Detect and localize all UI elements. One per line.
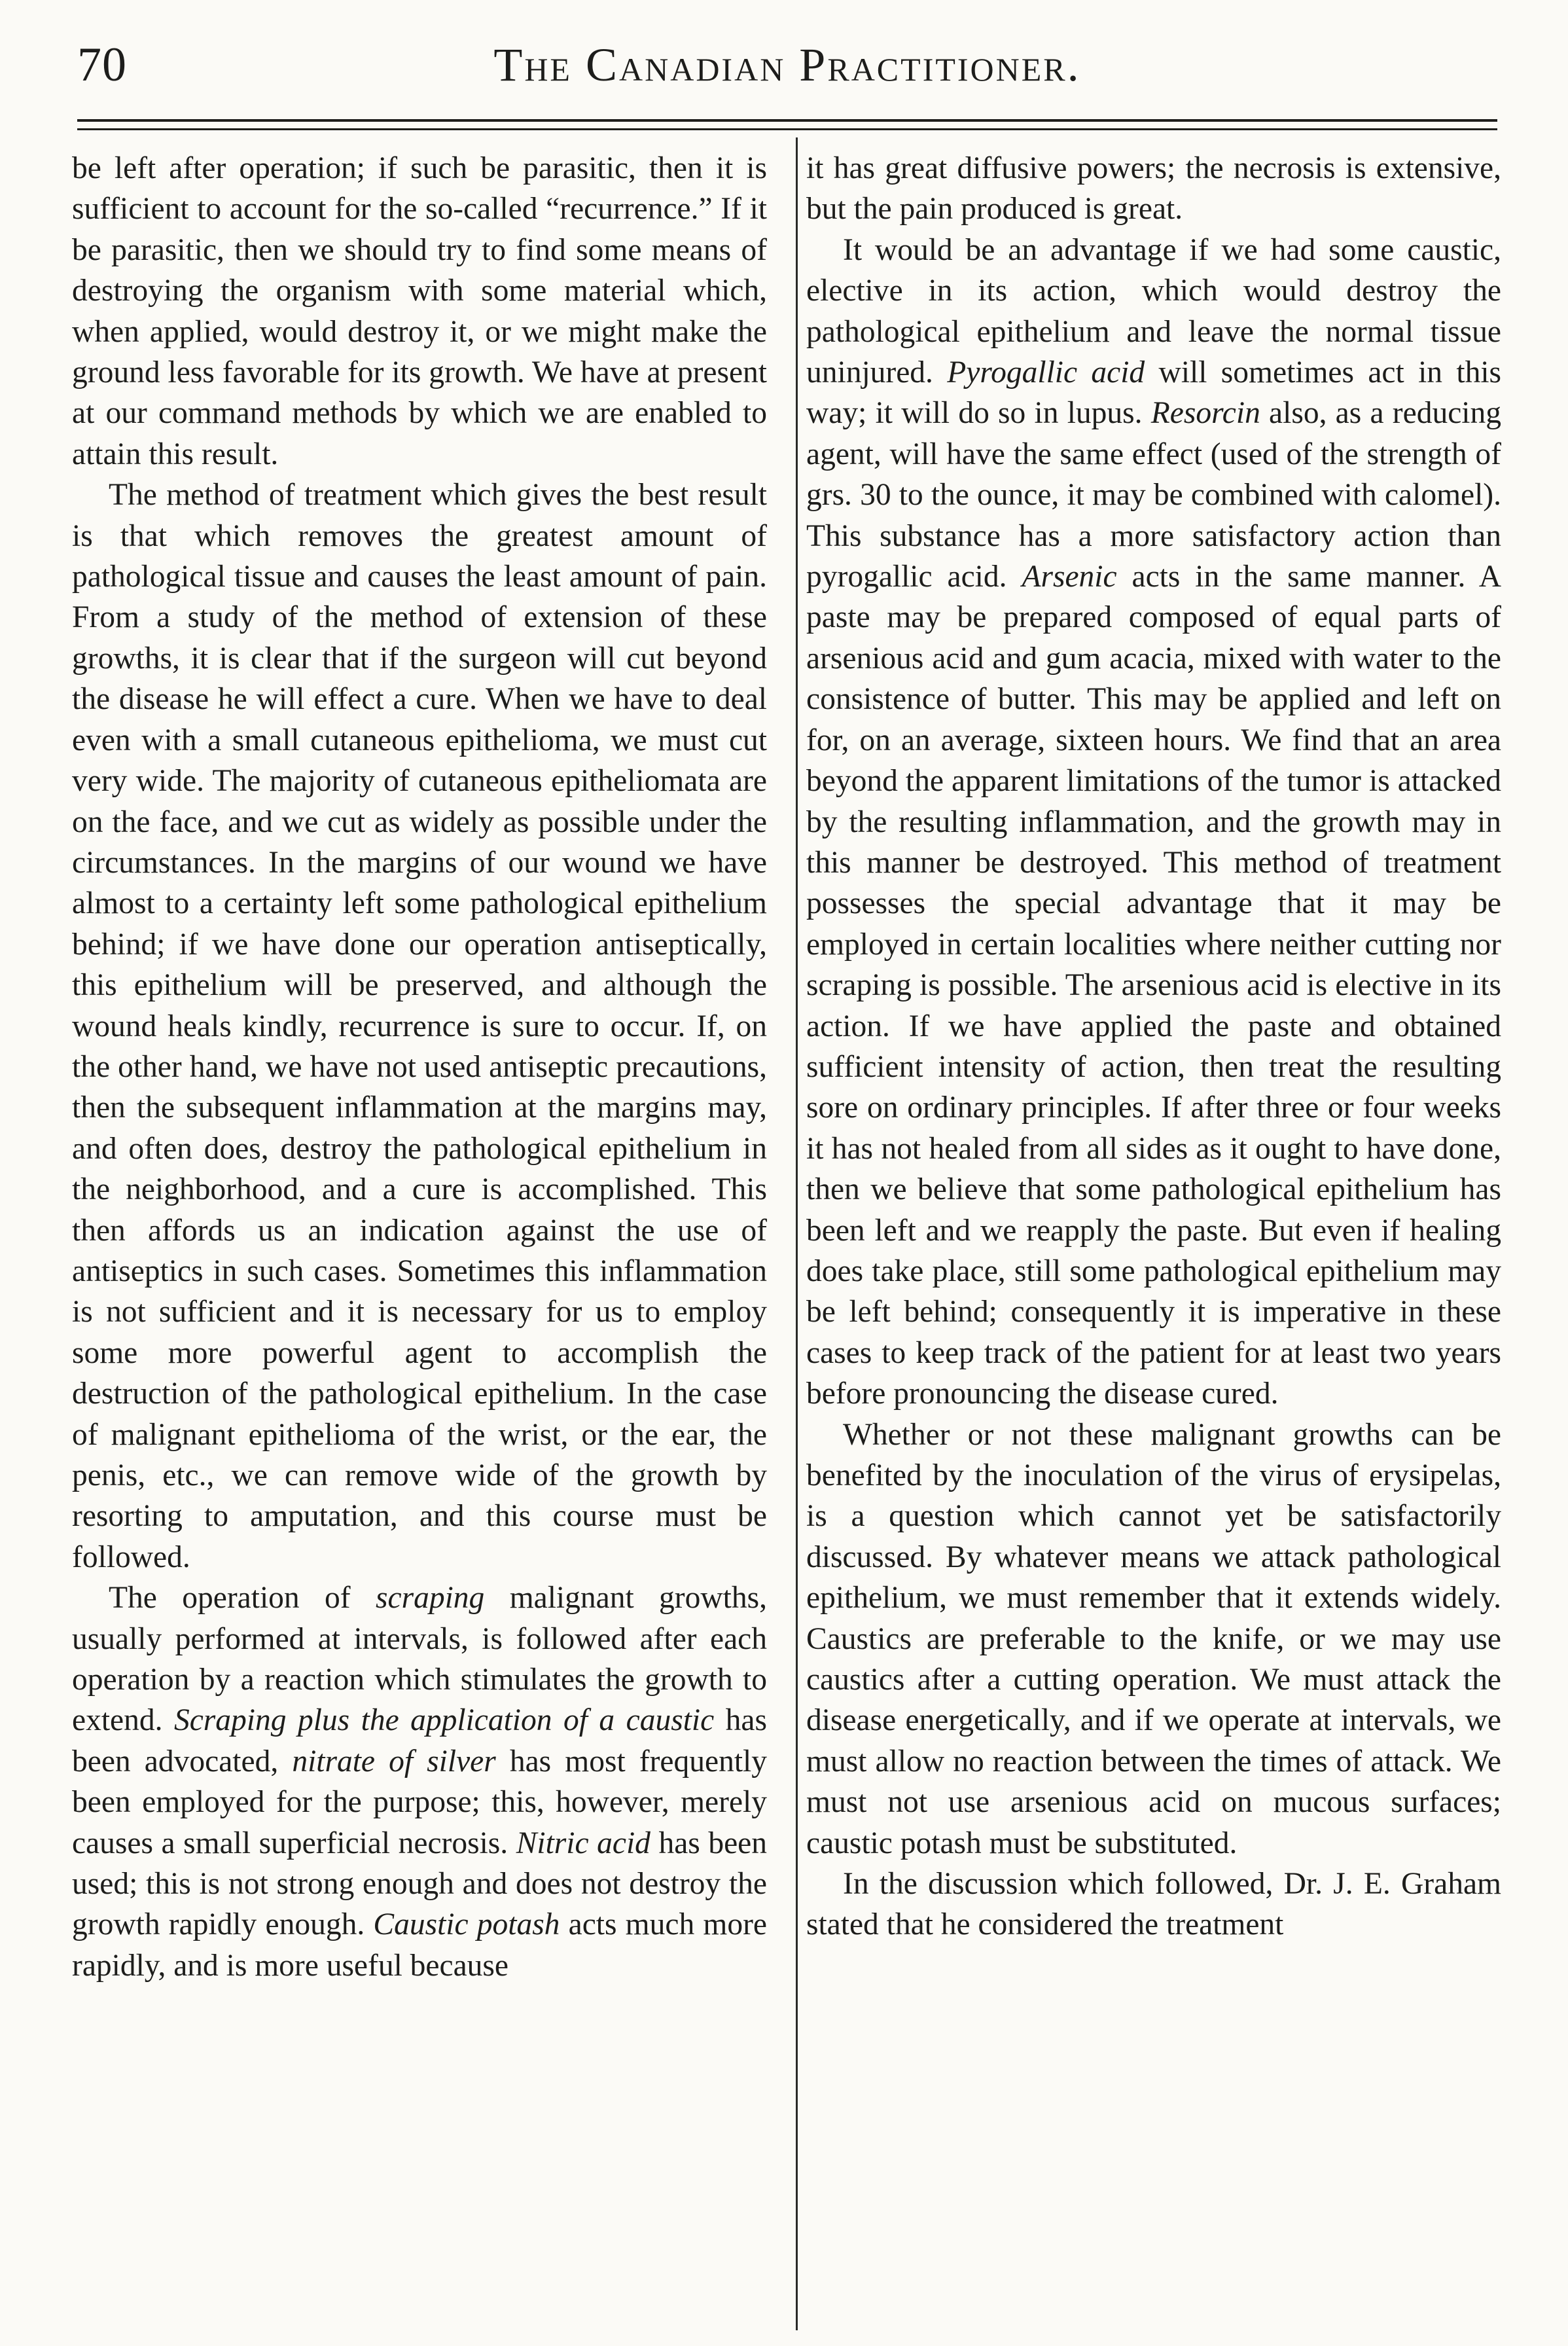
italic-term-pyrogallic-acid: Pyrogallic acid (947, 355, 1145, 390)
italic-term-nitrate-of-silver: nitrate of silver (292, 1744, 496, 1778)
left-paragraph-3 (72, 1578, 767, 1986)
right-paragraph-2 (806, 230, 1501, 1415)
text-run: has most frequently been employed for the purpose; this, however, merely causes a small superficial necrosis. (72, 1744, 767, 1860)
right-paragraph-3: Whether or not these malignant growths can be benefited by the inoculation of the virus of erysipelas, is a question which cannot yet be satisfactorily discussed. By whatever means we attack pathological epithelium, we must remember that it extends widely. Caustics are preferable to the knife, or we may use caustics after a cutting operation. We must attack the disease energetically, and if we operate at intervals, we must allow no reaction between the times of attack. We must not use arsenious acid on mucous surfaces; caustic potash must be substituted. (806, 1417, 1501, 1860)
right-column (806, 148, 1501, 1945)
italic-term-nitric-acid: Nitric acid (516, 1826, 650, 1860)
italic-term-arsenic: Arsenic (1022, 560, 1117, 594)
right-paragraph-4: In the discussion which followed, Dr. J. E. Graham stated that he considered the treatment (806, 1867, 1501, 1942)
page-number: 70 (77, 38, 127, 92)
text-run: also, as a reducing agent, will have the same effect (used of the strength of grs. 30 to the ounce, it may be combined with calomel). This substance has a more satisfactory action than pyrogallic acid. (806, 396, 1501, 594)
italic-term-scraping: scraping (376, 1581, 485, 1615)
text-run: has been used; this is not strong enough and does not destroy the growth rapidly enough. (72, 1826, 768, 1942)
italic-term-caustic-potash: Caustic potash (373, 1907, 560, 1942)
italic-term-resorcin: Resorcin (1150, 396, 1260, 431)
left-paragraph-1: be left after operation; if such be parasitic, then it is sufficient to account for the so-called “recurrence.” If it be parasitic, then we should try to find some means of destroying the organism with some material which, when applied, would destroy it, or we might make the ground less favorable for its growth. We have at present at our command methods by which we are enabled to attain this result. (72, 151, 767, 471)
text-run: malignant growths, usually performed at intervals, is followed after each operation by a reaction which stimulates the growth to extend. (72, 1581, 767, 1738)
header-rule-thick (77, 119, 1497, 122)
running-title: The Canadian Practitioner. (493, 39, 1081, 91)
italic-term-scraping-plus-caustic: Scraping plus the application of a caustic (173, 1703, 715, 1738)
right-paragraph-1: it has great diffusive powers; the necrosis is extensive, but the pain produced is great. (806, 151, 1501, 226)
page-header (77, 35, 1497, 114)
text-run: The operation of (109, 1581, 376, 1615)
column-divider (796, 137, 798, 2330)
text-run: will sometimes act in this way; it will do so in lupus. (806, 355, 1502, 431)
text-run: acts in the same manner. A paste may be prepared composed of equal parts of arsenious acid and gum acacia, mixed with water to the consistence of butter. This may be applied and left on for, on an average, sixteen hours. We find that an area beyond the apparent limitations of the tumor is attacked by the resulting inflammation, and the growth may in this manner be destroyed. This method of treatment possesses the special advantage that it may be employed in certain localities where neither cutting nor scraping is possible. The arsenious acid is elective in its action. If we have applied the paste and obtained sufficient intensity of action, then treat the resulting sore on ordinary principles. If after three or four weeks it has not healed from all sides as it ought to have done, then we believe that some pathological epithelium has been left and we reapply the paste. But even if healing does take place, still some pathological epithelium may be left behind; consequently it is imperative in these cases to keep track of the patient for at least two years before pronouncing the disease cured. (806, 560, 1501, 1411)
header-rule-thin (77, 128, 1497, 130)
text-run: has been advocated, (72, 1703, 767, 1778)
text-run: It would be an advantage if we had some caustic, elective in its action, which would destroy the pathological epithelium and leave the normal tissue uninjured. (806, 232, 1501, 390)
text-run: acts much more rapidly, and is more useful because (72, 1907, 767, 1983)
left-column (72, 148, 767, 1986)
left-paragraph-2: The method of treatment which gives the best result is that which removes the greatest amount of pathological tissue and causes the least amount of pain. From a study of the method of extension of these growths, it is clear that if the surgeon will cut beyond the disease he will effect a cure. When we have to deal even with a small cutaneous epithelioma, we must cut very wide. The majority of cutaneous epitheliomata are on the face, and we cut as widely as possible under the circumstances. In the margins of our wound we have almost to a certainty left some pathological epithelium behind; if we have done our operation antiseptically, this epithelium will be preserved, and although the wound heals kindly, recurrence is sure to occur. If, on the other hand, we have not used antiseptic precautions, then the subsequent inflammation at the margins may, and often does, destroy the pathological epithelium in the neighborhood, and a cure is accomplished. This then affords us an indication against the use of antiseptics in such cases. Sometimes this inflammation is not sufficient and it is necessary for us to employ some more powerful agent to accomplish the destruction of the pathological epithelium. In the case of malignant epithelioma of the wrist, or the ear, the penis, etc., we can remove wide of the growth by resorting to amputation, and this course must be followed. (72, 478, 767, 1574)
